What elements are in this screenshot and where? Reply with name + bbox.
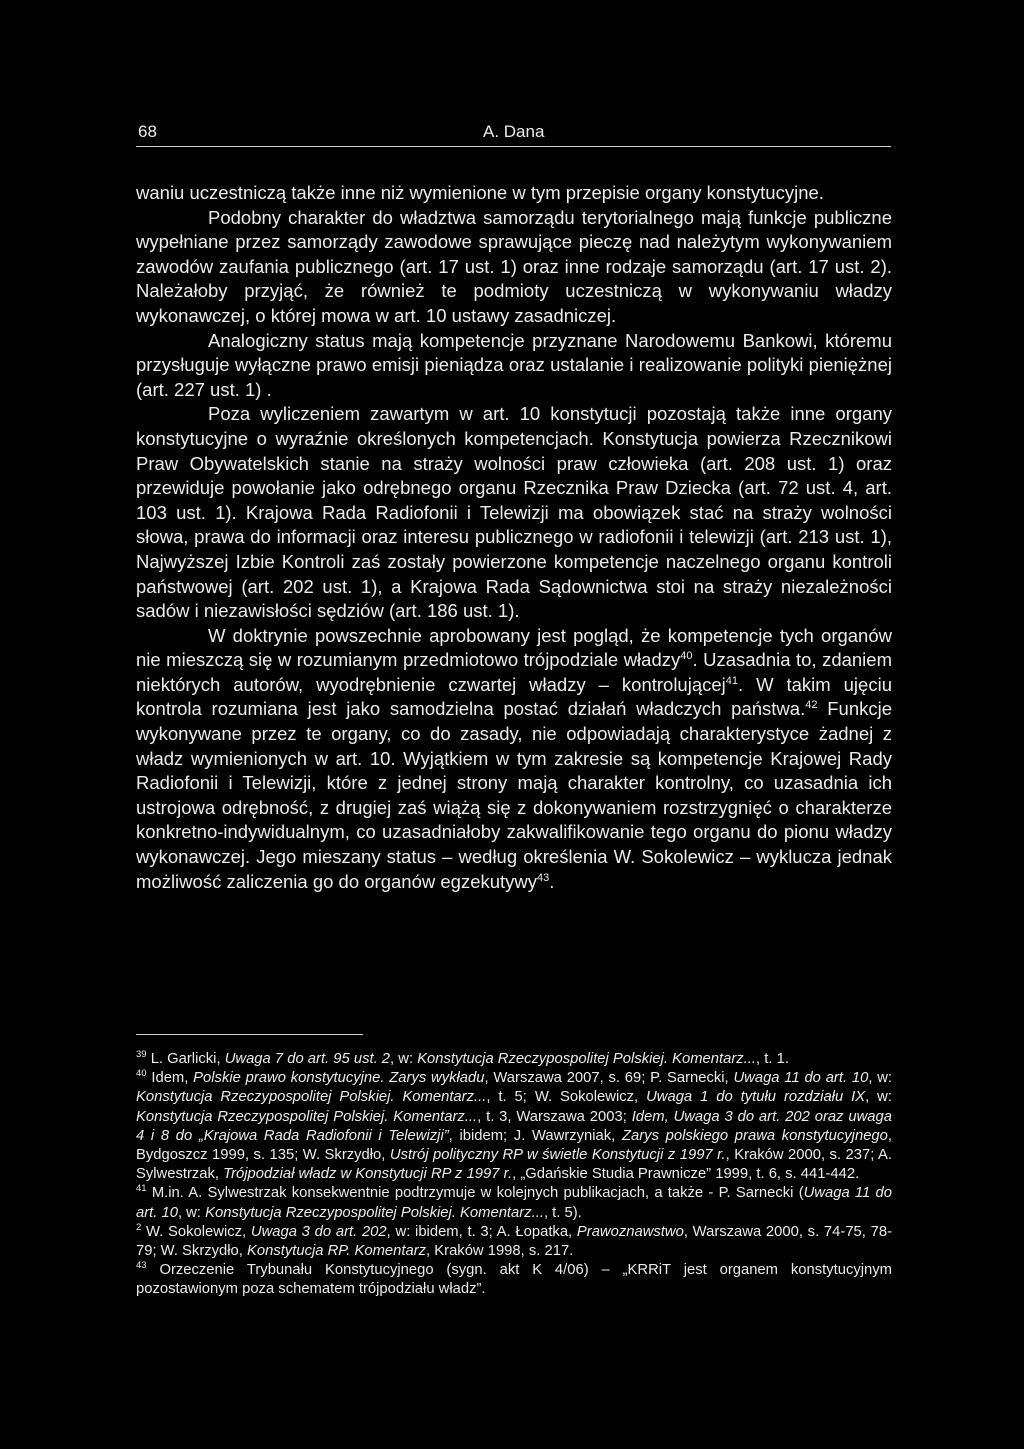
footnote-number: 41 (136, 1183, 147, 1195)
footnote-italic: Konstytucja Rzeczypospolitej Polskiej. Komentarz... (136, 1108, 478, 1125)
footnote-text: Idem, (146, 1070, 194, 1087)
paragraph-5 (136, 624, 892, 895)
paragraph-4: Poza wyliczeniem zawartym w art. 10 konstytucji pozostają także inne organy konstytucyjne o wyraźnie określonych kompetencjach. Konstytucja powierza Rzecznikowi Praw Obywatelskich stanie na straży wolności praw człowieka (art. 208 ust. 1) oraz przewiduje powołanie jako odrębnego organu Rzecznika Praw Dziecka (art. 72 ust. 4, art. 103 ust. 1). Krajowa Rada Radiofonii i Telewizji ma obowiązek stać na straży wolności słowa, prawa do informacji oraz interesu publicznego w radiofonii i telewizji (art. 213 ust. 1), Najwyższej Izbie Kontroli zaś zostały powierzone kompetencje naczelnego organu kontroli państwowej (art. 202 ust. 1), a Krajowa Rada Sądownictwa stoi na straży niezależności sadów i niezawisłości sędziów (art. 186 ust. 1). (136, 403, 892, 622)
footnote-text: W. Sokolewicz, (141, 1223, 251, 1240)
footnote-italic: Zarys polskiego prawa konstytucyjnego (621, 1127, 888, 1144)
paragraph-5-text-d: Funkcje wykonywane przez te organy, co do zasady, nie odpowiadają charakterystyce żadnej z władz wymienionych w art. 10. Wyjątkiem w tym zakresie są kompetencje Krajowej Rady Radiofonii i Telewizji, które z jednej strony mają charakter kontrolny, co uzasadnia ich ustrojowa odrębność, z drugiej zaś wiążą się z dokonywaniem rozstrzygnięć o charakterze konkretno-indywidualnym, co uzasadniałoby zakwalifikowanie tego organu do pionu władzy wykonawczej. Jego mieszany status – według określenia W. Sokolewicz – wyklucza jednak możliwość zaliczenia go do organów egzekutywy (136, 698, 893, 892)
page-number: 68 (138, 122, 157, 141)
footnote-43 (136, 1261, 892, 1299)
footnote-number: 40 (136, 1068, 147, 1080)
footnote-italic: Polskie prawo konstytucyjne. Zarys wykładu (193, 1070, 485, 1087)
footnote-ref-43[interactable]: 43 (537, 871, 550, 884)
paragraph-2: Podobny charakter do władztwa samorządu terytorialnego mają funkcje publiczne wypełniane przez samorządy zawodowe sprawujące pieczę nad należytym wykonywaniem zawodów zaufania publicznego (art. 17 ust. 1) oraz inne rodzaje samorządu (art. 17 ust. 2). Należałoby przyjąć, że również te podmioty uczestniczą w wykonywaniu władzy wykonawczej, o której mowa w art. 10 ustawy zasadniczej. (136, 206, 892, 326)
footnote-41 (136, 1184, 892, 1222)
footnote-separator (136, 1034, 363, 1035)
page-header (136, 120, 891, 147)
footnote-text: , Kraków 1998, s. 217. (426, 1243, 574, 1260)
footnote-text: , w: (177, 1204, 206, 1221)
footnote-text: , Warszawa 2007, s. 69; P. Sarnecki, (484, 1070, 734, 1087)
footnote-italic: Uwaga 7 do art. 95 ust. 2 (224, 1051, 391, 1067)
footnote-text: , Warszawa 2000, s. 74-75, 78-79; W. Skrzydło, (136, 1223, 893, 1260)
footnote-italic: Konstytucja Rzeczypospolitej Polskiej. Komentarz... (136, 1089, 487, 1106)
footnote-40 (136, 1069, 892, 1184)
footnote-text: , t. 1. (756, 1051, 789, 1067)
footnote-text: , Bydgoszcz 1999, s. 135; W. Skrzydło, (136, 1127, 893, 1164)
paragraph-5-text-b: . Uzasadnia to, zdaniem niektórych autorów, wyodrębnienie czwartej władzy – kontrolującej (136, 649, 892, 695)
body-text (136, 181, 892, 894)
footnote-text: L. Garlicki, (146, 1051, 225, 1067)
footnotes (136, 1050, 892, 1300)
footnote-number: 2 (136, 1221, 142, 1233)
footnote-42 (136, 1223, 892, 1261)
footnote-39 (136, 1050, 892, 1069)
footnote-italic: Ustrój polityczny RP w świetle Konstytucji z 1997 r. (389, 1147, 726, 1164)
footnote-italic: Konstytucja Rzeczypospolitej Polskiej. Komentarz... (417, 1051, 757, 1067)
footnote-italic: Uwaga 11 do art. 10 (136, 1185, 892, 1221)
footnote-text: , t. 5; W. Sokolewicz, (486, 1089, 647, 1106)
footnote-italic: Uwaga 3 do art. 202 (250, 1223, 387, 1240)
paragraph-3: Analogiczny status mają kompetencje przyznane Narodowemu Bankowi, któremu przysługuje wyłączne prawo emisji pieniądza oraz ustalanie i realizowanie polityki pieniężnej (art. 227 ust. 1) . (136, 329, 892, 400)
footnote-ref-41[interactable]: 41 (725, 674, 739, 687)
footnote-text: Orzeczenie Trybunału Konstytucyjnego (sygn. akt K 4/06) – „KRRiT jest organem konstytucyjnym pozostawionym poza schematem trójpodziału władz”. (136, 1262, 892, 1298)
paragraph-5-text-c: . W takim ujęciu kontrola rozumiana jest jako samodzielna postać działań władczych państwa. (136, 673, 892, 720)
paragraph-1: waniu uczestniczą także inne niż wymienione w tym przepisie organy konstytucyjne. (136, 182, 824, 203)
paragraph-5-text-a: W doktrynie powszechnie aprobowany jest pogląd, że kompetencje tych organów nie mieszczą się w rozumianym przedmiotowo trójpodziale władzy (136, 624, 892, 671)
footnote-ref-42[interactable]: 42 (805, 699, 818, 712)
footnote-number: 43 (136, 1260, 147, 1272)
footnote-text: , w: ibidem, t. 3; A. Łopatka, (386, 1223, 577, 1240)
footnote-text: M.in. A. Sylwestrzak konsekwentnie podtrzymuje w kolejnych publikacjach, a także - P. Sarnecki ( (146, 1185, 804, 1202)
footnote-ref-40[interactable]: 40 (680, 650, 693, 663)
footnote-text: , t. 5). (543, 1204, 582, 1221)
running-head: A. Dana (483, 122, 545, 141)
footnote-italic: Konstytucja RP. Komentarz (247, 1243, 427, 1260)
footnote-text: , w: (390, 1051, 418, 1067)
footnote-italic: Uwaga 11 do art. 10 (733, 1070, 869, 1087)
footnote-text: , Kraków 2000, s. 237; A. Sylwestrzak, (136, 1147, 892, 1183)
footnote-italic: Konstytucja Rzeczypospolitej Polskiej. Komentarz... (205, 1204, 544, 1221)
footnote-italic: Idem, Uwaga 3 do art. 202 oraz uwaga 4 i 8 do „Krajowa Rada Radiofonii i Telewizji” (136, 1108, 892, 1144)
footnote-italic: Trójpodział władz w Konstytucji RP z 1997 r. (223, 1166, 513, 1183)
footnote-text: , w: (868, 1070, 893, 1087)
footnote-text: , t. 3, Warszawa 2003; (477, 1108, 632, 1125)
footnote-italic: Prawoznawstwo (576, 1223, 684, 1240)
paragraph-5-text-e: . (549, 870, 555, 892)
footnote-text: , ibidem; J. Wawrzyniak, (448, 1127, 622, 1144)
footnote-italic: Uwaga 1 do tytułu rozdziału IX (646, 1089, 866, 1106)
footnote-text: , w: (865, 1089, 892, 1106)
footnote-number: 39 (136, 1049, 147, 1061)
footnote-text: , „Gdańskie Studia Prawnicze” 1999, t. 6, s. 441-442. (512, 1166, 860, 1183)
